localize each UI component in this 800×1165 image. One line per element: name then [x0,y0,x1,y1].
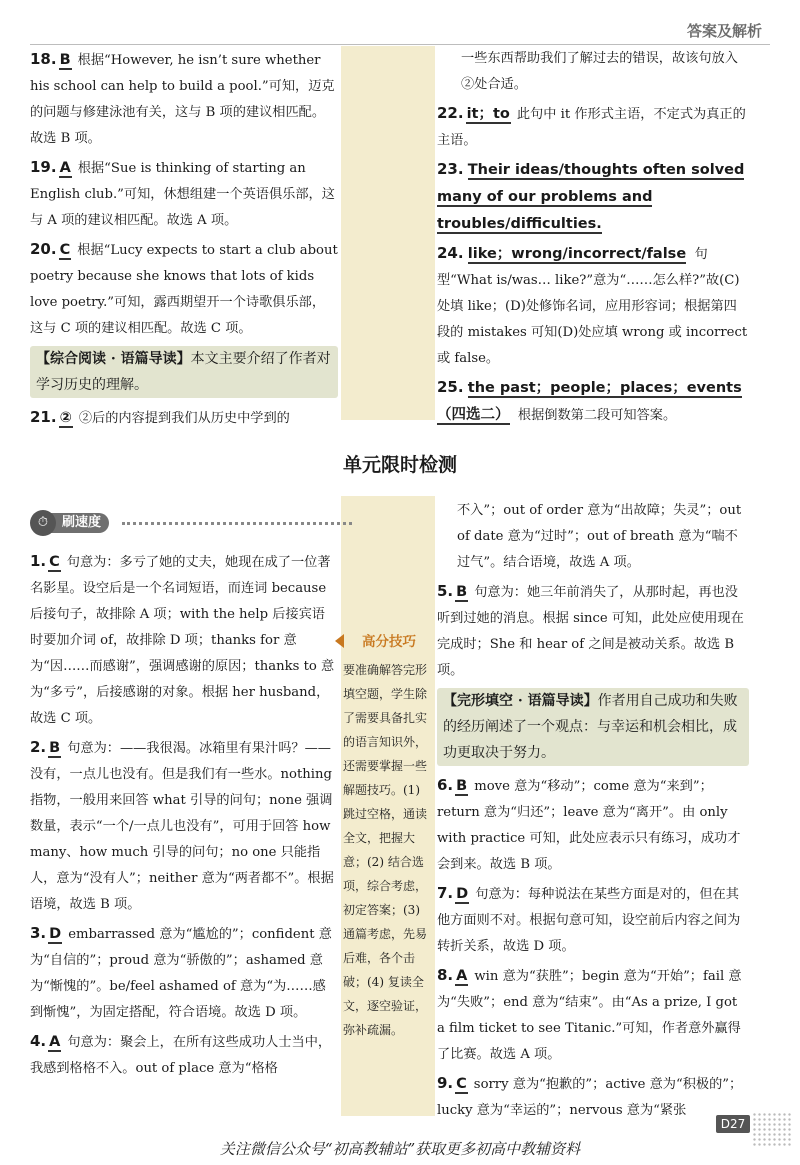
answer-19: 19. A 根据“Sue is thinking of starting an English club.”可知，休想组建一个英语俱乐部，这与 A 项的建议相匹配。故选 A 项。 [30,158,335,228]
answer-9: 9. C sorry 意为“抱歉的”；active 意为“积极的”；lucky 意为“幸运的”；nervous 意为“紧张 [437,1074,743,1118]
answer-2: 2. B 句意为：——我很渴。冰箱里有果汁吗？——没有，一点儿也没有。但是我们有一些水。nothing 指物，一般用来回答 what 引导的问句；none 强调数量，表示“一个/一点儿也没有”，可用于回答 how many、how much 引导的问句；no one 只能指人，意为“没有人”；neither 意为“两者都不”。根据语境，故选 B 项。 [30,738,334,912]
answer-5: 5. B 句意为：她三年前消失了，从那时起，再也没听到过她的消息。根据 since 可知，此处应使用现在完成时；She 和 hear of 之间是被动关系。故选 B 项。 [437,582,744,678]
top-left-column [30,46,338,434]
tips-text: 要准确解答完形填空题，学生除了需要具备扎实的语言知识外，还需要掌握一些解题技巧。(1) 跳过空格，通读全文，把握大意；(2) 结合选项，综合考虑，初定答案；(3) 通篇考虑，先易后难，各个击破；(4) 复读全文，逐空验证，弥补疏漏。 [343,663,428,1037]
answer-4: 4. A 句意为：聚会上，在所有这些成功人士当中，我感到格格不入。out of place 意为“格格 [30,1032,332,1076]
arrow-left-icon [335,634,344,648]
answer-21: 21. ② ②后的内容提到我们从历史中学到的 [30,408,290,426]
page-header-title: 答案及解析 [686,22,762,40]
answer-7: 7. D 句意为：每种说法在某些方面是对的，但在其他方面则不对。根据句意可知，设空前后内容之间为转折关系，故选 D 项。 [437,884,741,954]
speed-practice-tag [30,510,330,536]
header-rule [30,44,770,45]
stopwatch-icon: ⏱ [30,510,56,536]
bottom-right-column [437,498,749,1126]
answer-22: 22. it；to 此句中 it 作形式主语，不定式为真正的主语。 [437,104,746,148]
footer-note: 关注微信公众号“初高教辅站”获取更多初高中教辅资料 [219,1140,581,1158]
page-number: D27 [716,1115,750,1133]
middle-band-top [341,46,435,420]
answer-4-continued: 不入”；out of order 意为“出故障；失灵”；out of date 意为“过时”；out of breath 意为“喘不过气”。结合语境，故选 A 项。 [457,503,742,570]
answer-24: 24. like；wrong/incorrect/false 句型“What is/was… like?”意为“……怎么样?”故(C)处填 like；(D)处修饰名词，应用形容词；根据第四段的 mistakes 可知(D)处应填 wrong 或 incorrect 或 false。 [437,244,748,366]
reading-guide-box: 【综合阅读 · 语篇导读】本文主要介绍了作者对学习历史的理解。 [30,346,338,398]
answer-3: 3. D embarrassed 意为“尴尬的”；confident 意为“自信的”；proud 意为“骄傲的”；ashamed 意为“惭愧的”。be/feel ashamed of 意为“为……感到惭愧”，为固定搭配，符合语境。故选 D 项。 [30,924,332,1020]
page-header [0,18,800,46]
answer-1: 1. C 句意为：多亏了她的丈夫，她现在成了一位著名影星。设空后是一个名词短语，而连词 because 后接句子，故排除 A 项；with the help 后接宾语时要加介词 of，故排除 D 项；thanks for 意为“因……而感谢”，强调感谢的原因；thanks to 意为“多亏”，后接感谢的对象。根据 her husband，故选 C 项。 [30,552,335,726]
answer-18: 18. B 根据“However, he isn’t sure whether his school can help to build a pool.”可知，迈克的问题与修建泳池有关，这与 B 项的建议相匹配。故选 B 项。 [30,50,335,146]
tips-sidebar [343,630,435,1042]
section-title: 单元限时检测 [342,454,457,476]
answer-20: 20. C 根据“Lucy expects to start a club about poetry because she knows that lots of kids love poetry.”可知，露西期望开一个诗歌俱乐部，这与 C 项的建议相匹配。故选 C 项。 [30,240,338,336]
cloze-guide-box: 【完形填空 · 语篇导读】作者用自己成功和失败的经历阐述了一个观点：与幸运和机会相比，成功更取决于努力。 [437,688,749,766]
dotted-divider [122,522,352,525]
top-right-column [437,46,749,431]
answer-8: 8. A win 意为“获胜”；begin 意为“开始”；fail 意为“失败”；end 意为“结束”。由“As a prize, I got a film ticket to see Titanic.”可知，作者意外赢得了比赛。故选 A 项。 [437,966,742,1062]
answer-6: 6. B move 意为“移动”；come 意为“来到”；return 意为“归还”；leave 意为“离开”。由 only with practice 可知，此处应表示只有练习，成功才会到来。故选 B 项。 [437,776,741,872]
bottom-left-column [30,548,338,1084]
answer-25: 25. the past；people；places；events（四选二） 根据倒数第二段可知答案。 [437,378,742,423]
speed-practice-label: 刷速度 [48,513,109,533]
answer-23: 23. Their ideas/thoughts often solved many of our problems and troubles/difficulties. [437,160,745,232]
tips-title: 高分技巧 [362,634,416,650]
answer-21-continued: 一些东西帮助我们了解过去的错误，故该句放入②处合适。 [461,51,738,92]
